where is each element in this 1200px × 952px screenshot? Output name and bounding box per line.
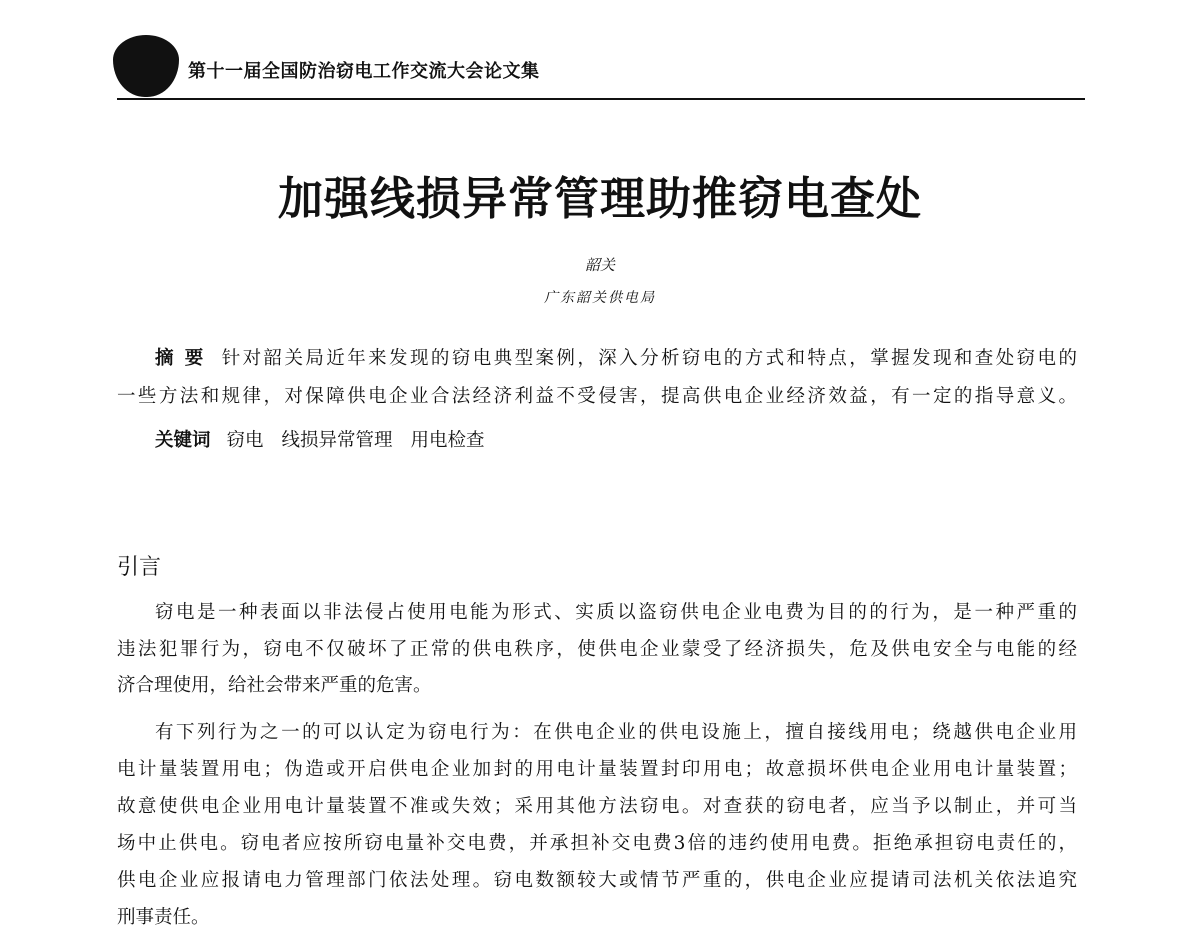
paragraph-line: 刑事责任。 [117, 907, 210, 928]
section-heading: 引言 [117, 555, 162, 580]
abstract-text: 针对韶关局近年来发现的窃电典型案例，深入分析窃电的方式和特点，掌握发现和查处窃电的 [221, 348, 1077, 369]
abstract-line: 一些方法和规律，对保障供电企业合法经济利益不受侵害，提高供电企业经济效益，有一定的指导意义。 [117, 386, 1077, 407]
paragraph-line: 违法犯罪行为，窃电不仅破坏了正常的供电秩序，使供电企业蒙受了经济损失，危及供电安全与电能的经 [117, 639, 1077, 660]
keywords-label: 关键词 [155, 430, 211, 451]
keyword: 用电检查 [410, 430, 485, 451]
conference-logo [113, 35, 179, 97]
paragraph-line: 故意使供电企业用电计量装置不准或失效；采用其他方法窃电。对查获的窃电者，应当予以制止，并可当 [117, 796, 1077, 817]
header-divider [117, 98, 1085, 100]
affiliation: 广东韶关供电局 [544, 290, 656, 306]
paragraph-line: 供电企业应报请电力管理部门依法处理。窃电数额较大或情节严重的，供电企业应提请司法机关依法追究 [117, 870, 1077, 891]
running-header: 第十一届全国防治窃电工作交流大会论文集 [188, 61, 540, 82]
keyword: 窃电 [226, 430, 264, 451]
paragraph-line: 济合理使用，给社会带来严重的危害。 [117, 675, 432, 696]
abstract-label: 摘 要 [155, 348, 206, 369]
keywords-line [155, 426, 1077, 452]
paragraph-line: 有下列行为之一的可以认定为窃电行为：在供电企业的供电设施上，擅自接线用电；绕越供电企业用 [155, 722, 1077, 743]
author: 韶关 [584, 256, 615, 274]
abstract-line [155, 344, 1077, 370]
paragraph-line: 窃电是一种表面以非法侵占使用电能为形式、实质以盗窃供电企业电费为目的的行为，是一种严重的 [155, 602, 1077, 623]
paragraph-line: 电计量装置用电；伪造或开启供电企业加封的用电计量装置封印用电；故意损坏供电企业用电计量装置； [117, 759, 1077, 780]
paper-title: 加强线损异常管理助推窃电查处 [277, 172, 922, 225]
paragraph-line: 场中止供电。窃电者应按所窃电量补交电费，并承担补交电费3倍的违约使用电费。拒绝承担窃电责任的， [117, 833, 1077, 854]
keyword: 线损异常管理 [281, 430, 393, 451]
